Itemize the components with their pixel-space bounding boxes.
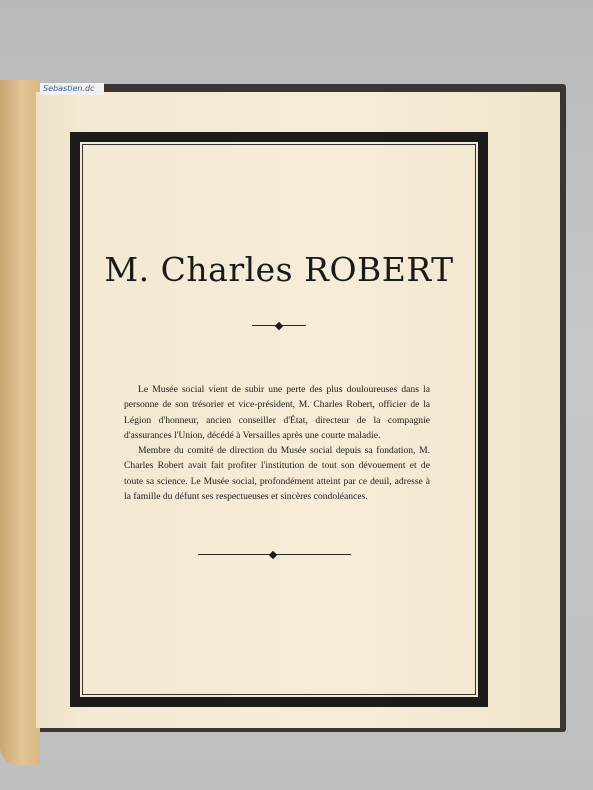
obituary-text <box>124 382 430 504</box>
closing-ornament-divider <box>198 551 351 559</box>
seller-label-sticker: Sebastien.dc <box>40 83 104 95</box>
facing-page-edge <box>0 80 40 765</box>
page-title: M. Charles ROBERT <box>104 250 454 289</box>
obituary-paragraph-1: Le Musée social vient de subir une perte des plus douloureuses dans la personne de son trésorier et vice-président, M. Charles Robert, officier de la Légion d'honneur, ancien conseiller d'État, directeur de la compagnie d'assurances l'Union, décédé à Versailles après une courte maladie. <box>124 384 430 441</box>
obituary-paragraph-2: Membre du comité de direction du Musée social depuis sa fondation, M. Charles Robert avait fait profiter l'institution de tout son dévouement et de toute sa science. Le Musée social, profondément atteint par ce deuil, adresse à la famille du défunt ses respectueuses et sincères condoléances. <box>124 445 430 503</box>
diamond-icon <box>269 551 277 559</box>
diamond-icon <box>275 322 283 330</box>
title-ornament-divider <box>252 322 306 330</box>
